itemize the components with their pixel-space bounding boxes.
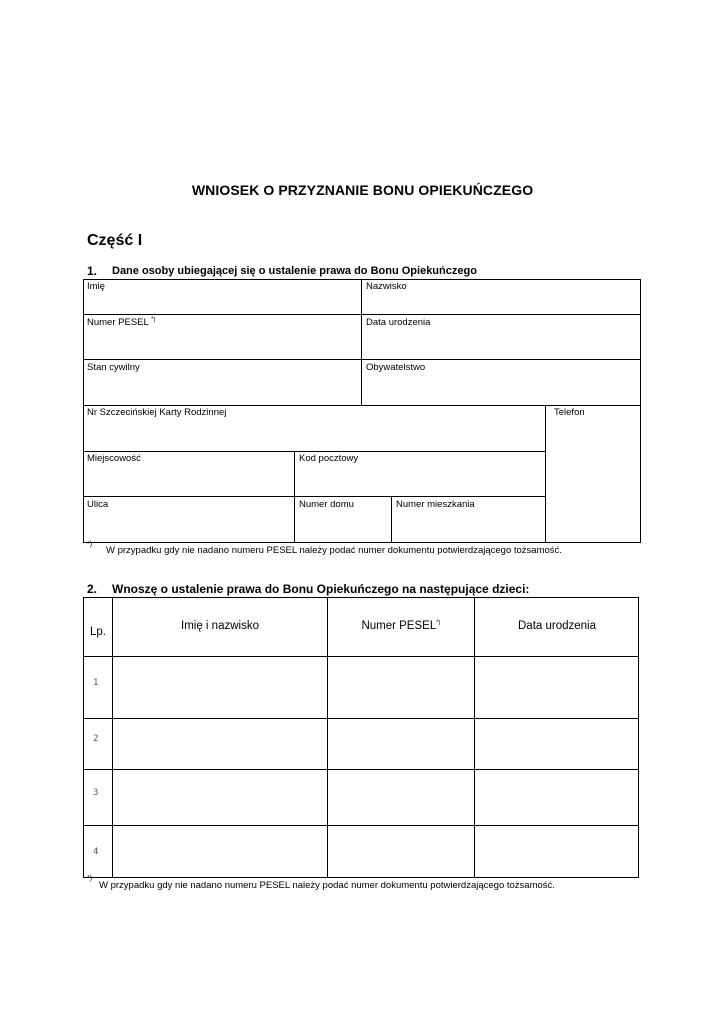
street-label: Ulica [87,499,109,510]
town-label: Miejscowość [87,453,141,464]
column-header-birth-date: Data urodzenia [518,620,596,632]
child-pesel-cell[interactable] [328,657,474,718]
footnote-1-text: W przypadku gdy nie nadano numeru PESEL należy podać numer dokumentu potwierdzającego tożsamość. [106,545,562,556]
postal-code-label: Kod pocztowy [299,453,359,464]
footnote-2-mark: *) [87,875,93,882]
row-number: 4 [93,847,99,857]
pesel-footnote-mark: *) [151,316,156,323]
child-birth-date-cell[interactable] [475,657,638,718]
pesel-field[interactable] [83,314,362,360]
apartment-number-label: Numer mieszkania [396,499,475,510]
citizenship-label: Obywatelstwo [366,362,426,373]
birth-date-field[interactable] [361,314,641,360]
marital-status-label: Stan cywilny [87,362,140,373]
column-header-lp: Lp. [90,626,106,638]
pesel-label: Numer PESEL [87,317,149,328]
column-header-name: Imię i nazwisko [181,620,259,632]
marital-status-field[interactable] [83,359,362,406]
footnote-1-mark: *) [87,541,93,548]
child-name-cell[interactable] [113,826,327,877]
child-birth-date-cell[interactable] [475,826,638,877]
last-name-field[interactable] [361,279,641,315]
phone-label: Telefon [554,407,585,418]
first-name-field[interactable] [83,279,362,315]
footnote-2-text: W przypadku gdy nie nadano numeru PESEL należy podać numer dokumentu potwierdzającego tożsamość. [99,880,555,891]
form-title: WNIOSEK O PRZYZNANIE BONU OPIEKUŃCZEGO [191,182,534,198]
column-header-pesel [328,620,474,632]
child-name-cell[interactable] [113,657,327,718]
section-1-heading: Dane osoby ubiegającej się o ustalenie prawa do Bonu Opiekuńczego [112,265,477,277]
child-birth-date-cell[interactable] [475,719,638,769]
child-name-cell[interactable] [113,770,327,825]
last-name-label: Nazwisko [366,281,407,292]
citizenship-field[interactable] [361,359,641,406]
family-card-label: Nr Szczecińskiej Karty Rodzinnej [87,407,227,418]
birth-date-label: Data urodzenia [366,317,431,328]
house-number-label: Numer domu [299,499,354,510]
child-pesel-cell[interactable] [328,826,474,877]
column-header-pesel-label: Numer PESEL [361,620,437,632]
phone-field[interactable] [545,405,641,543]
child-name-cell[interactable] [113,719,327,769]
row-number: 2 [93,734,99,744]
apartment-number-field[interactable] [391,496,546,543]
family-card-field[interactable] [83,405,546,452]
row-number: 3 [93,788,99,798]
pesel-footnote-mark: *) [436,620,441,627]
section-2-heading: Wnoszę o ustalenie prawa do Bonu Opiekuńczego na następujące dzieci: [112,582,530,596]
section-2-number: 2. [87,582,98,596]
child-pesel-cell[interactable] [328,770,474,825]
house-number-field[interactable] [294,496,392,543]
town-field[interactable] [83,451,295,497]
part-heading: Część I [87,232,143,249]
first-name-label: Imię [87,281,105,292]
child-pesel-cell[interactable] [328,719,474,769]
postal-code-field[interactable] [294,451,546,497]
child-birth-date-cell[interactable] [475,770,638,825]
row-number: 1 [93,678,99,688]
section-1-number: 1. [87,264,98,278]
street-field[interactable] [83,496,295,543]
